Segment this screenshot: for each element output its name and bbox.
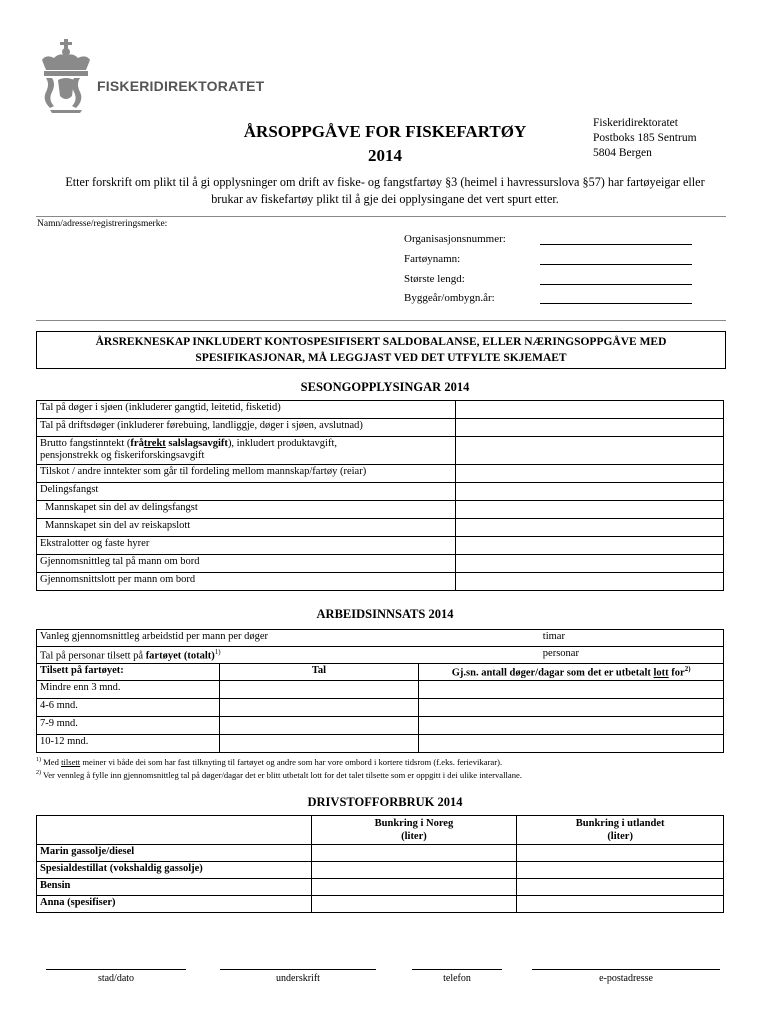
place-date-field[interactable] [46, 969, 186, 970]
fuel-header-empty [37, 816, 312, 845]
season-row-label: Mannskapet sin del av reiskapslott [37, 519, 456, 537]
note1-b: tilsett [61, 757, 81, 767]
org-number-label: Organisasjonsnummer: [404, 233, 506, 245]
utlandet-cell[interactable] [517, 896, 724, 913]
note1-a: Med [41, 757, 62, 767]
fuel-table [36, 815, 724, 913]
season-value-cell[interactable] [456, 483, 724, 501]
footnote-marker: 2) [36, 770, 41, 777]
vessel-name-label: Fartøynamn: [404, 253, 461, 265]
period-label: 7-9 mnd. [37, 717, 220, 735]
season-value-cell[interactable] [456, 401, 724, 419]
work-section-title: ARBEIDSINNSATS 2014 [316, 607, 454, 621]
phone-field[interactable] [412, 969, 502, 970]
noreg-cell[interactable] [311, 879, 517, 896]
persons-unit: personar [542, 648, 579, 659]
email-field[interactable] [532, 969, 720, 970]
noreg-label: Bunkring i Noreg [374, 818, 454, 829]
utlandet-cell[interactable] [517, 862, 724, 879]
head-count: Tal [219, 664, 419, 681]
head-avg-lott: lott [653, 667, 669, 679]
footnote-marker: 1) [214, 648, 221, 656]
season-value-cell[interactable] [456, 537, 724, 555]
utlandet-label: Bunkring i utlandet [575, 818, 665, 829]
period-label: Mindre enn 3 mnd. [37, 681, 220, 699]
crown-logo-icon [36, 38, 96, 114]
intro-text: Etter forskrift om plikt til å gi opplysninger om drift av fiske- og fangstfartøy §3 (heimel i havressurslova §57) har fartøyeigar eller brukar av fiskefartøy plikt til å gje dei opplysingane det vert spurt etter. [65, 175, 705, 206]
brutto-text-2: ), inkludert produktavgift, [227, 438, 337, 449]
season-row-label: Tal på døger i sjøen (inkluderer gangtid, leitetid, fisketid) [37, 401, 456, 419]
persons-text: Tal på personar tilsett på [40, 650, 144, 662]
season-row-label: Tal på driftsdøger (inkluderer førebuing, landliggje, døger i sjøen, avslutnad) [37, 419, 456, 437]
noreg-cell[interactable] [311, 845, 517, 862]
build-year-label: Byggeår/ombygn.år: [404, 292, 495, 304]
fuel-type-label: Anna (spesifiser) [37, 896, 312, 913]
hours-unit: timar [542, 631, 565, 642]
logo [36, 38, 96, 114]
head-avg-text-c: for [668, 667, 685, 679]
season-row-label: Delingsfangst [37, 483, 456, 501]
count-cell[interactable] [219, 717, 419, 735]
season-value-cell[interactable] [456, 573, 724, 591]
season-value-cell[interactable] [456, 437, 724, 465]
org-number-field[interactable] [540, 244, 692, 245]
footnote-marker: 2) [684, 665, 691, 673]
head-avg-days [419, 664, 724, 681]
note2-text: Ver vennleg å fylle inn gjennomsnittleg tal på døger/dagar det er blitt utbetalt lott for det talet tilsette som er oppgitt i dei ulike intervallane. [41, 770, 522, 780]
count-cell[interactable] [219, 735, 419, 753]
season-row-label: Tilskot / andre inntekter som går til fordeling mellom mannskap/fartøy (reiar) [37, 465, 456, 483]
max-length-label: Største lengd: [404, 273, 465, 285]
days-cell[interactable] [419, 699, 724, 717]
fuel-section-title: DRIVSTOFFORBRUK 2014 [307, 795, 463, 809]
season-row-label: Gjennomsnittleg tal på mann om bord [37, 555, 456, 573]
address-line: 5804 Bergen [593, 147, 652, 159]
brutto-trekt: trekt [143, 438, 166, 449]
fuel-type-label: Marin gassolje/diesel [37, 845, 312, 862]
noreg-unit: (liter) [401, 831, 427, 842]
signature-label: underskrift [276, 973, 320, 984]
name-address-label: Namn/adresse/registreringsmerke: [37, 219, 168, 229]
season-section-title: SESONGOPPLYSINGAR 2014 [300, 380, 470, 394]
footnote-2 [36, 770, 522, 780]
place-date-label: stad/dato [97, 973, 135, 984]
season-value-cell[interactable] [456, 555, 724, 573]
days-cell[interactable] [419, 717, 724, 735]
note1-c: meiner vi både dei som har fast tilknyting til fartøyet og andre som har vore ombord i kortere tidsrom (f.eks. ferievikarar). [80, 757, 503, 767]
season-value-cell[interactable] [456, 465, 724, 483]
days-cell[interactable] [419, 735, 724, 753]
period-label: 4-6 mnd. [37, 699, 220, 717]
agency-name: FISKERIDIREKTORATET [97, 78, 265, 94]
utlandet-cell[interactable] [517, 845, 724, 862]
season-row-label: Ekstralotter og faste hyrer [37, 537, 456, 555]
email-label: e-postadresse [599, 973, 653, 984]
work-hours-label: Vanleg gjennomsnittleg arbeidstid per mann per døger [37, 630, 419, 647]
build-year-field[interactable] [540, 303, 692, 304]
head-avg-text-a: Gj.sn. antall døger/dagar som det er utbetalt [451, 667, 654, 679]
persons-cell[interactable] [419, 647, 724, 664]
title-year: 2014 [368, 146, 402, 165]
fuel-type-label: Spesialdestillat (vokshaldig gassolje) [37, 862, 312, 879]
season-value-cell[interactable] [456, 519, 724, 537]
vessel-name-field[interactable] [540, 264, 692, 265]
divider [36, 216, 726, 217]
work-hours-cell[interactable] [419, 630, 724, 647]
footnote-marker: 1) [36, 757, 41, 764]
brutto-text-3: pensjonstrekk og fiskeriforskingsavgift [40, 450, 205, 461]
noreg-cell[interactable] [311, 896, 517, 913]
max-length-field[interactable] [540, 284, 692, 285]
head-employed: Tilsett på fartøyet: [37, 664, 220, 681]
season-row-label: Mannskapet sin del av delingsfangst [37, 501, 456, 519]
brutto-salslag: salslagsavgift [165, 438, 228, 449]
period-label: 10-12 mnd. [37, 735, 220, 753]
address-line: Postboks 185 Sentrum [593, 132, 697, 144]
address-line: Fiskeridirektoratet [593, 117, 678, 129]
season-value-cell[interactable] [456, 419, 724, 437]
days-cell[interactable] [419, 681, 724, 699]
work-table [36, 629, 724, 753]
utlandet-cell[interactable] [517, 879, 724, 896]
count-cell[interactable] [219, 681, 419, 699]
noreg-cell[interactable] [311, 862, 517, 879]
fuel-head-utlandet [517, 816, 724, 845]
utlandet-unit: (liter) [607, 831, 633, 842]
persons-label [37, 647, 419, 664]
fuel-head-noreg [311, 816, 517, 845]
count-cell[interactable] [219, 699, 419, 717]
persons-bold: fartøyet (totalt) [145, 650, 215, 662]
phone-label: telefon [443, 973, 471, 984]
notice-box: ÅRSREKNESKAP INKLUDERT KONTOSPESIFISERT SALDOBALANSE, ELLER NÆRINGSOPPGÅVE MED SPESIFIKASJONAR, MÅ LEGGJAST VED DET UTFYLTE SKJEMAET [36, 331, 726, 369]
fuel-type-label: Bensin [37, 879, 312, 896]
season-row-label: Gjennomsnittslott per mann om bord [37, 573, 456, 591]
season-row-label-brutto [37, 437, 456, 465]
signature-field[interactable] [220, 969, 376, 970]
page-title: ÅRSOPPGÅVE FOR FISKEFARTØY [243, 122, 527, 141]
season-table [36, 400, 724, 591]
brutto-fra: frå [130, 438, 144, 449]
footnote-1 [36, 757, 502, 767]
divider [36, 320, 726, 321]
brutto-text: Brutto fangstinntekt ( [40, 438, 131, 449]
season-value-cell[interactable] [456, 501, 724, 519]
